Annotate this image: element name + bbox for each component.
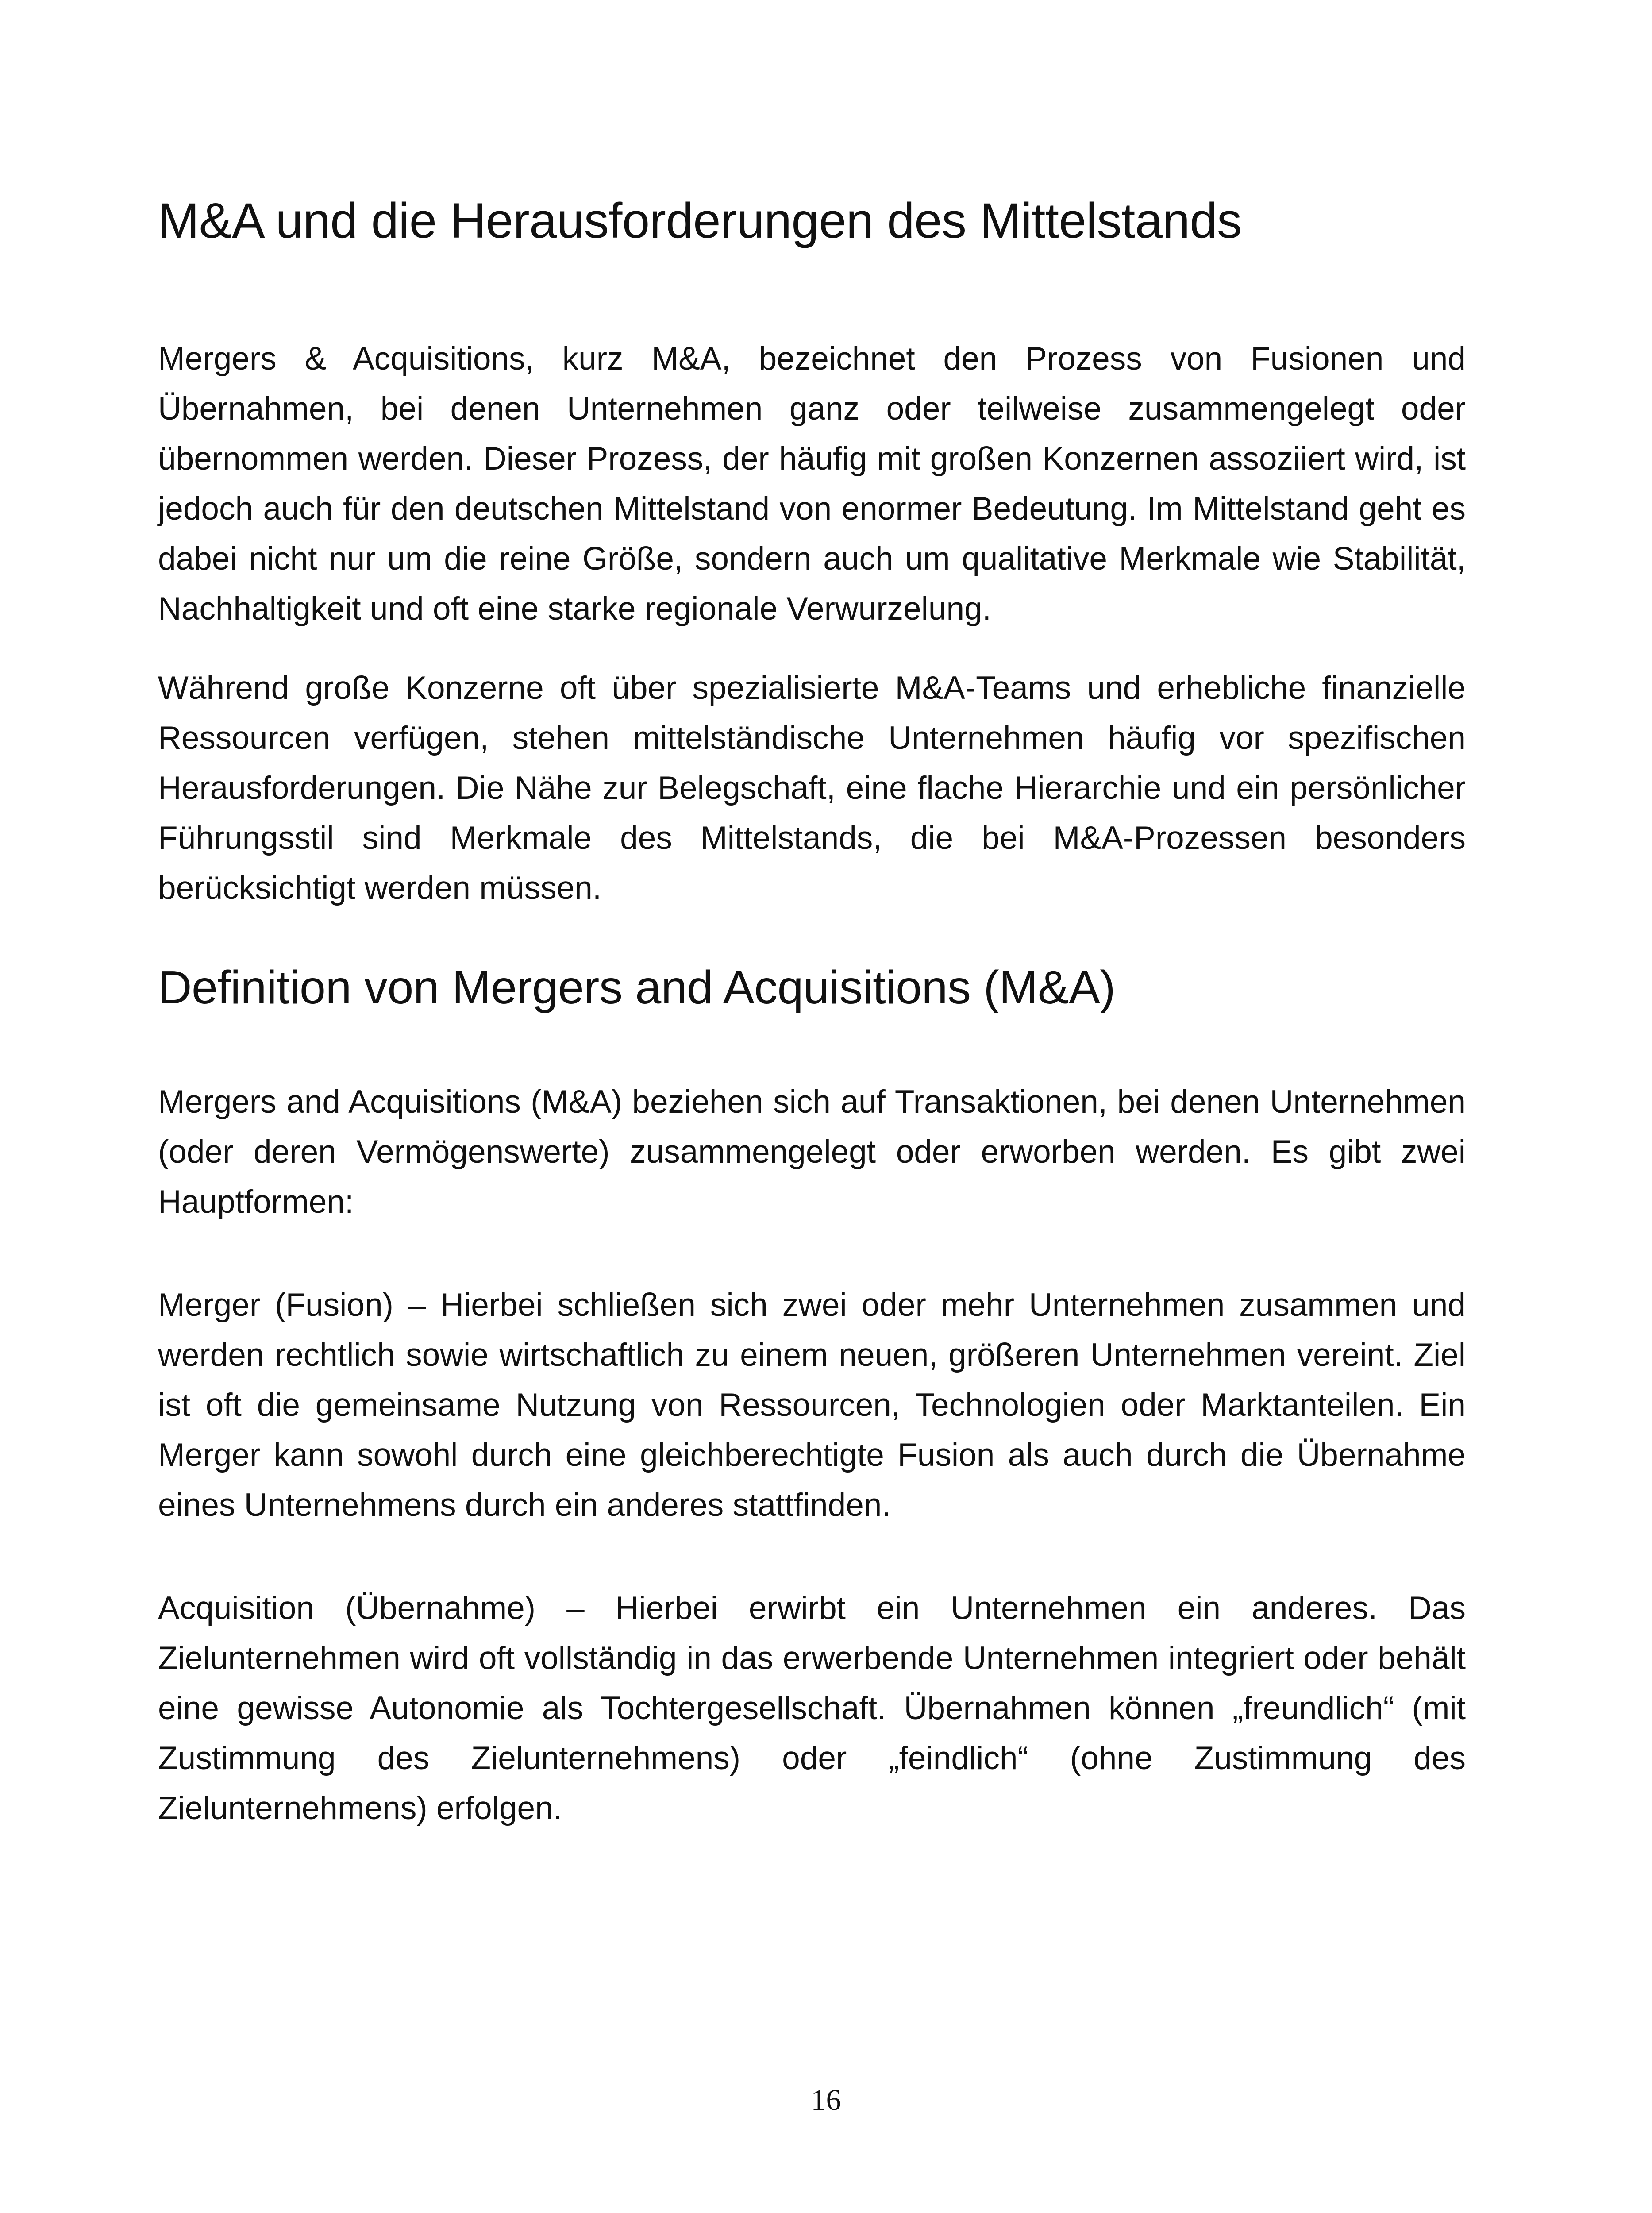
- page-number: 16: [811, 2083, 841, 2117]
- page-content: [158, 193, 1466, 1833]
- paragraph-intro: Mergers & Acquisitions, kurz M&A, bezeichnet den Prozess von Fusionen und Übernahmen, bei denen Unternehmen ganz oder teilweise zusammengelegt oder übernommen werden. Dieser Prozess, der häufig mit großen Konzernen assoziiert wird, ist jedoch auch für den deutschen Mittelstand von enormer Bedeutung. Im Mittelstand geht es dabei nicht nur um die reine Größe, sondern auch um qualitative Merkmale wie Stabilität, Nachhaltigkeit und oft eine starke regionale Verwurzelung.: [158, 340, 1466, 627]
- paragraph-definition: Mergers and Acquisitions (M&A) beziehen sich auf Transaktionen, bei denen Unternehmen (oder deren Vermögenswerte) zusammengelegt oder erworben werden. Es gibt zwei Hauptformen:: [158, 1083, 1466, 1220]
- section-heading: M&A und die Herausforderungen des Mittelstands: [158, 193, 1242, 248]
- paragraph-acquisition: Acquisition (Übernahme) – Hierbei erwirbt ein Unternehmen ein anderes. Das Zielunternehmen wird oft vollständig in das erwerbende Unternehmen integriert oder behält eine gewisse Autonomie als Tochtergesellschaft. Übernahmen können „freundlich“ (mit Zustimmung des Zielunternehmens) oder „feindlich“ (ohne Zustimmung des Zielunternehmens) erfolgen.: [158, 1590, 1466, 1826]
- subsection-heading: Definition von Mergers and Acquisitions (M&A): [158, 961, 1116, 1014]
- paragraph-challenges: Während große Konzerne oft über spezialisierte M&A-Teams und erhebliche finanzielle Ressourcen verfügen, stehen mittelständische Unternehmen häufig vor spezifischen Herausforderungen. Die Nähe zur Belegschaft, eine flache Hierarchie und ein persönlicher Führungsstil sind Merkmale des Mittelstands, die bei M&A-Prozessen besonders berücksichtigt werden müssen.: [158, 670, 1466, 906]
- paragraph-merger: Merger (Fusion) – Hierbei schließen sich zwei oder mehr Unternehmen zusammen und werden rechtlich sowie wirtschaftlich zu einem neuen, größeren Unternehmen vereint. Ziel ist oft die gemeinsame Nutzung von Ressourcen, Technologien oder Marktanteilen. Ein Merger kann sowohl durch eine gleichberechtigte Fusion als auch durch die Übernahme eines Unternehmens durch ein anderes stattfinden.: [158, 1287, 1466, 1523]
